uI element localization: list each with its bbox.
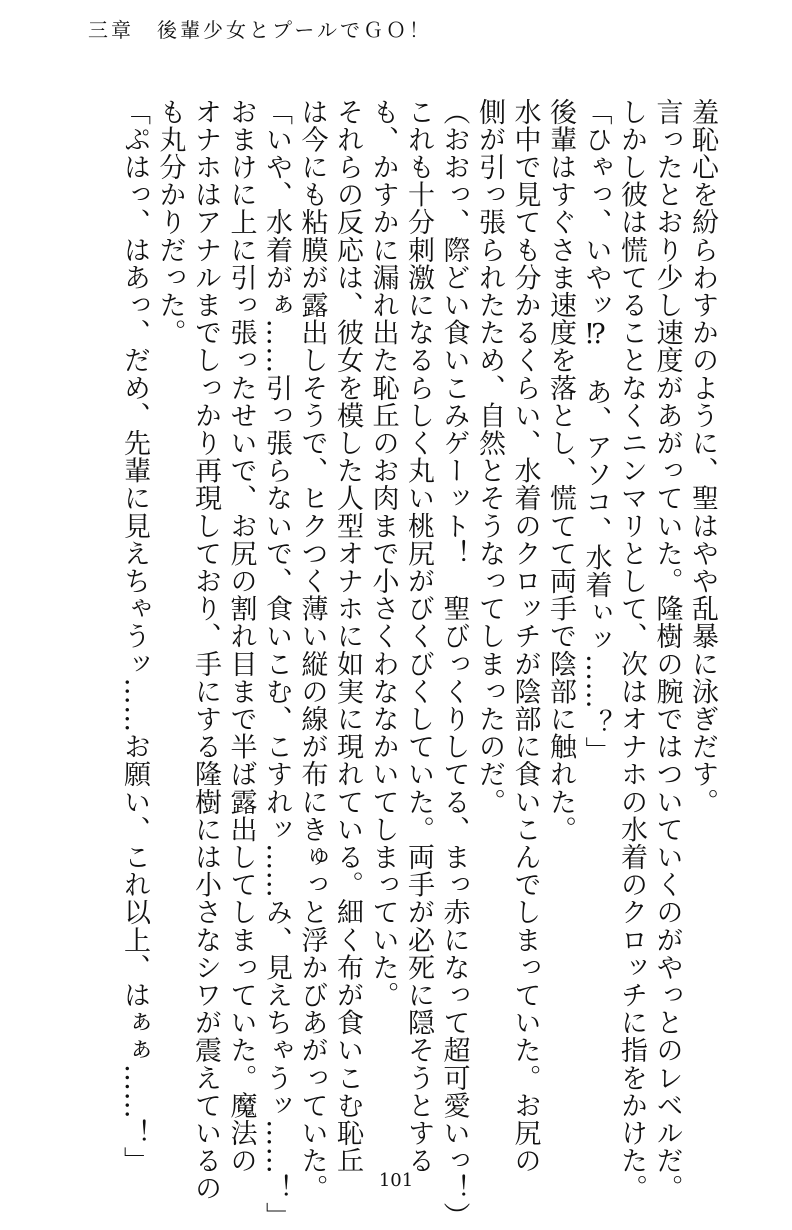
text-line: は今にも粘膜が露出しそうで、ヒクつく薄い縦の線が布にきゅっと浮かびあがっていた。 [296,98,328,1202]
page-number: 101 [378,1170,414,1191]
chapter-header: 三章 後輩少女とプールでＧＯ！ [88,18,432,42]
text-line: オナホはアナルまでしっかり再現しており、手にする隆樹には小さなシワが震えているの [190,98,221,1202]
text-line: 側が引っ張られたため、自然とそうなってしまったのだ。 [474,98,505,816]
text-line: 言ったとおり少し速度があがっていた。隆樹の腕ではついていくのがやっとのレベルだ。 [651,98,683,1202]
text-line: 「いや、水着がぁ……引っ張らないで、食いこむ、こすれッ……み、見えちゃうッ……！」 [261,98,292,1230]
text-line: 「ひゃっ、いやッ⁉ あ、アソコ、水着ぃッ……？」 [580,98,612,765]
text-line: 羞恥心を紛らわすかのように、聖はやや乱暴に泳ぎだす。 [687,98,718,816]
text-line: 「ぷはっ、はあっ、だめ、先輩に見えちゃうッ……お願い、これ以上、はぁぁ……！」 [119,98,150,1175]
text-line: おまけに上に引っ張ったせいで、お尻の割れ目まで半ば露出してしまっていた。魔法の [225,98,257,1175]
text-line: それらの反応は、彼女を模した人型オナホに如実に現れている。細く布が食いこむ恥丘 [332,98,363,1175]
text-line: も丸分かりだった。 [154,98,186,347]
text-line: 後輩はすぐさま速度を落とし、慌てて両手で陰部に触れた。 [545,98,576,844]
text-line: も、かすかに漏れ出た恥丘のお肉まで小さくわななかいてしまっていた。 [367,98,399,1009]
text-line: 水中で見ても分かるくらい、水着のクロッチが陰部に食いこんでしまっていた。お尻の [509,98,541,1175]
text-line: これも十分刺激になるらしく丸い桃尻がびくびくしていた。両手が必死に隠そうとする [403,98,434,1175]
text-line: （おおっ、際どい食いこみゲーット！ 聖びっくりしてる、まっ赤になって超可愛いっ！） [438,98,470,1230]
text-line: しかし彼は慌てることなくニンマリとして、次はオナホの水着のクロッチに指をかけた。 [616,98,647,1202]
